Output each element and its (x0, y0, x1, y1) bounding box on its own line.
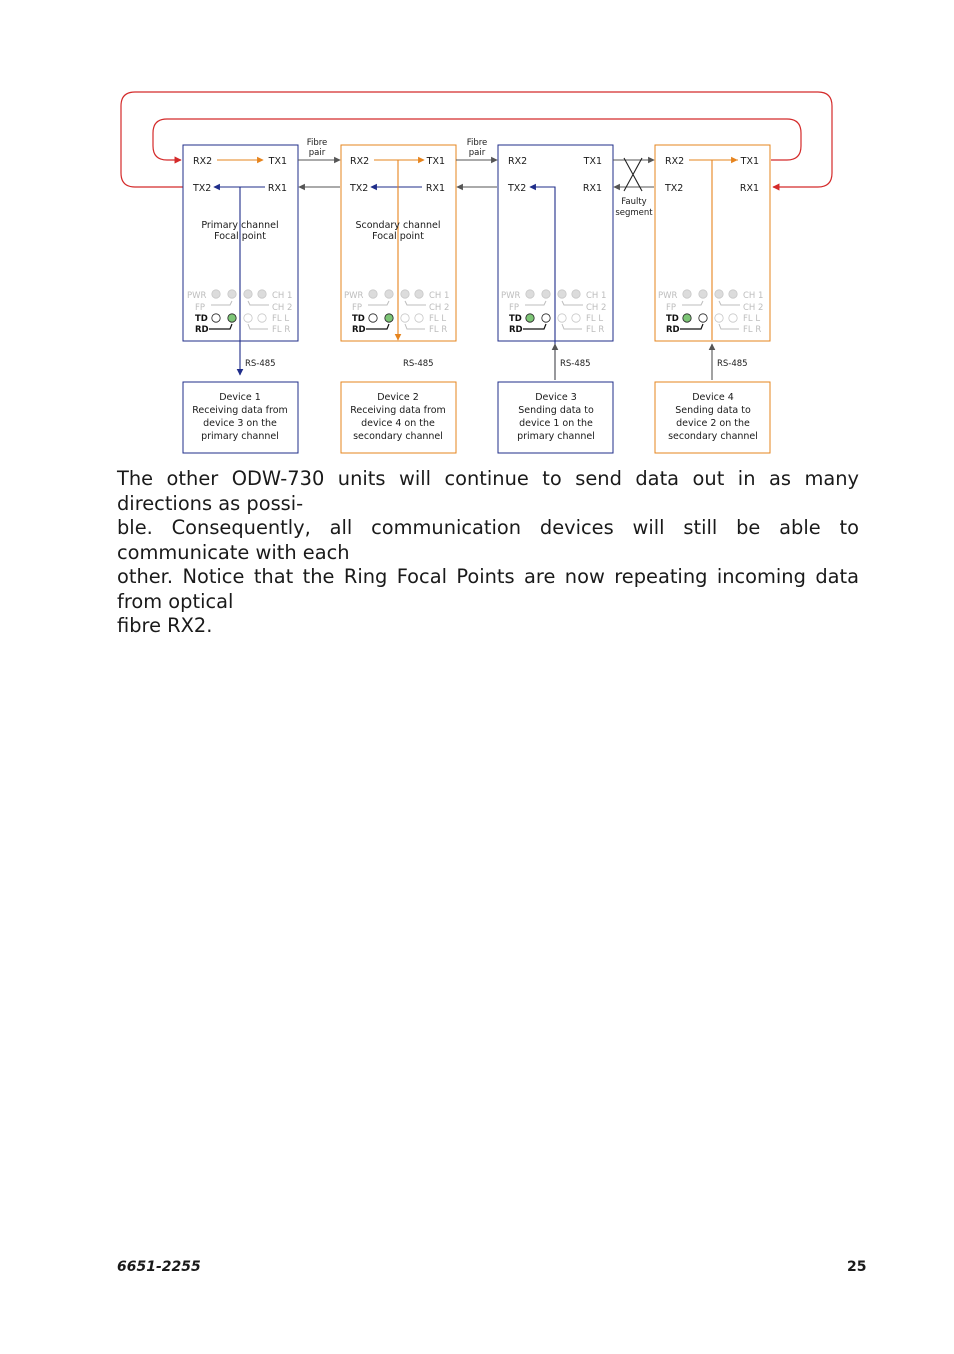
led-rd-bracket (209, 324, 232, 329)
led-a-indicator (699, 290, 707, 298)
unit-2-role-line-1: Scondary channel (355, 220, 441, 231)
led-fp-label: FP (352, 303, 363, 313)
led-flr-bracket (248, 324, 268, 329)
unit-1-tx1-label: TX1 (268, 156, 287, 167)
led-fll-a-indicator (401, 314, 409, 322)
led-fll-a-indicator (244, 314, 252, 322)
led-ch1-indicator (729, 290, 737, 298)
unit-4-rx2-label: RX2 (665, 156, 685, 167)
faulty-segment-label-line-2: segment (615, 208, 653, 218)
body-paragraph (117, 467, 859, 639)
device-3-label-line-3: device 1 on the (519, 418, 593, 429)
led-ch2-label: CH 2 (429, 303, 450, 313)
led-td2-indicator (385, 314, 393, 322)
led-ch2-bracket (405, 301, 426, 305)
led-ch1-label: CH 1 (586, 291, 607, 301)
unit-2-tx1-label: TX1 (426, 156, 445, 167)
device-2-label-line-1: Device 2 (377, 392, 419, 403)
unit-4-rx1-label: RX1 (739, 183, 759, 194)
unit-2-role-line-2: Focal point (372, 231, 424, 242)
footer-doc-number: 6651-2255 (117, 1259, 201, 1275)
unit-1-rx2-label: RX2 (193, 156, 213, 167)
led-ch1-label: CH 1 (272, 291, 293, 301)
led-fll-b-indicator (729, 314, 737, 322)
led-ch2-bracket (248, 301, 269, 305)
unit-2-rx1-label: RX1 (425, 183, 445, 194)
unit-3-rs485-label: RS-485 (560, 359, 591, 369)
device-1-label-line-4: primary channel (201, 431, 279, 442)
led-flr-label: FL R (429, 325, 448, 335)
led-rd-label: RD (195, 325, 209, 335)
device-1-label-line-2: Receiving data from (192, 405, 288, 416)
body-line: fibre RX2. (117, 614, 213, 637)
led-td-indicator (369, 314, 377, 322)
unit-3-rx2-label: RX2 (508, 156, 528, 167)
unit-4-rs485-label: RS-485 (717, 359, 748, 369)
led-pwr-label: PWR (344, 291, 364, 301)
fibre-pair-2-label-line-2: pair (468, 148, 486, 158)
led-td2-indicator (228, 314, 236, 322)
led-pwr-label: PWR (501, 291, 521, 301)
led-rd-label: RD (666, 325, 680, 335)
device-4-label-line-4: secondary channel (668, 431, 758, 442)
body-line: ble. Consequently, all communication devices will still be able to communicate with each (117, 516, 859, 564)
unit-1-rs485-label: RS-485 (245, 359, 276, 369)
led-td-label: TD (666, 314, 679, 324)
device-2-label-line-4: secondary channel (353, 431, 443, 442)
led-td2-indicator (699, 314, 707, 322)
led-pwr-label: PWR (658, 291, 678, 301)
device-1-label-line-3: device 3 on the (203, 418, 277, 429)
device-3-label-line-1: Device 3 (535, 392, 577, 403)
unit-4-tx1-label: TX1 (740, 156, 759, 167)
led-b-indicator (244, 290, 252, 298)
led-a-indicator (385, 290, 393, 298)
led-ch1-indicator (415, 290, 423, 298)
led-flr-label: FL R (743, 325, 762, 335)
led-ch2-bracket (562, 301, 583, 305)
unit-4-led-panel (658, 290, 763, 335)
led-ch2-bracket (719, 301, 740, 305)
led-ch2-label: CH 2 (586, 303, 607, 313)
faulty-segment-label-line-1: Faulty (621, 197, 647, 207)
led-td-label: TD (509, 314, 522, 324)
led-rd-label: RD (509, 325, 523, 335)
led-a-indicator (542, 290, 550, 298)
led-fll-label: FL L (429, 314, 447, 324)
led-flr-label: FL R (272, 325, 291, 335)
led-pwr-label: PWR (187, 291, 207, 301)
faulty-segment-cross-icon (624, 158, 642, 191)
device-1-label-line-1: Device 1 (219, 392, 261, 403)
unit-3-led-panel (501, 290, 606, 335)
unit-3-tx1-label: TX1 (583, 156, 602, 167)
led-ch2-label: CH 2 (743, 303, 764, 313)
led-fp-label: FP (195, 303, 206, 313)
led-b-indicator (558, 290, 566, 298)
unit-1-role-line-1: Primary channel (201, 220, 279, 231)
led-fp-bracket (682, 301, 703, 305)
led-fll-a-indicator (715, 314, 723, 322)
fibre-pair-2-label-line-1: Fibre (466, 138, 488, 148)
led-ch1-label: CH 1 (429, 291, 450, 301)
fibre-pair-1-label-line-2: pair (308, 148, 326, 158)
led-flr-label: FL R (586, 325, 605, 335)
led-rd-bracket (680, 324, 703, 329)
led-fll-b-indicator (572, 314, 580, 322)
unit-1-tx2-label: TX2 (193, 183, 212, 194)
footer-page-number: 25 (847, 1259, 867, 1275)
led-flr-bracket (405, 324, 425, 329)
led-fp-label: FP (666, 303, 677, 313)
led-fll-label: FL L (272, 314, 290, 324)
led-pwr-indicator (369, 290, 377, 298)
unit-2-led-panel (344, 290, 449, 335)
led-td2-indicator (542, 314, 550, 322)
fibre-pair-1-label-line-1: Fibre (306, 138, 328, 148)
led-fll-b-indicator (258, 314, 266, 322)
led-pwr-indicator (683, 290, 691, 298)
led-rd-label: RD (352, 325, 366, 335)
led-fp-bracket (525, 301, 546, 305)
led-b-indicator (715, 290, 723, 298)
device-2-label-line-3: device 4 on the (361, 418, 435, 429)
unit-4-tx2-label: TX2 (665, 183, 684, 194)
led-fll-label: FL L (743, 314, 761, 324)
device-4-label-line-1: Device 4 (692, 392, 734, 403)
led-fll-b-indicator (415, 314, 423, 322)
led-ch2-label: CH 2 (272, 303, 293, 313)
led-td-label: TD (352, 314, 365, 324)
led-ch1-indicator (572, 290, 580, 298)
device-4-label-line-2: Sending data to (675, 405, 751, 416)
unit-4-send-path (712, 160, 738, 340)
unit-3-send-path (530, 187, 555, 380)
ring-topology-diagram (0, 0, 954, 470)
device-3-label-line-4: primary channel (517, 431, 595, 442)
unit-2-tx2-label: TX2 (350, 183, 369, 194)
led-fp-bracket (368, 301, 389, 305)
led-td-label: TD (195, 314, 208, 324)
device-3-label-line-2: Sending data to (518, 405, 594, 416)
led-fp-label: FP (509, 303, 520, 313)
unit-1-role-line-2: Focal point (214, 231, 266, 242)
led-fll-label: FL L (586, 314, 604, 324)
unit-1-rx1-label: RX1 (267, 183, 287, 194)
body-line: The other ODW-730 units will continue to send data out in as many directions as possi- (117, 467, 859, 515)
led-fll-a-indicator (558, 314, 566, 322)
unit-3-tx2-label: TX2 (508, 183, 527, 194)
led-pwr-indicator (526, 290, 534, 298)
led-td-indicator (526, 314, 534, 322)
led-ch1-indicator (258, 290, 266, 298)
led-td-indicator (683, 314, 691, 322)
led-flr-bracket (719, 324, 739, 329)
unit-3-rx1-label: RX1 (582, 183, 602, 194)
device-4-label-line-3: device 2 on the (676, 418, 750, 429)
led-a-indicator (228, 290, 236, 298)
unit-2-rs485-label: RS-485 (403, 359, 434, 369)
unit-2-rx2-label: RX2 (350, 156, 370, 167)
led-flr-bracket (562, 324, 582, 329)
led-rd-bracket (523, 324, 546, 329)
led-pwr-indicator (212, 290, 220, 298)
led-fp-bracket (211, 301, 232, 305)
device-2-label-line-2: Receiving data from (350, 405, 446, 416)
body-line: other. Notice that the Ring Focal Points are now repeating incoming data from optical (117, 565, 859, 613)
led-b-indicator (401, 290, 409, 298)
led-td-indicator (212, 314, 220, 322)
led-rd-bracket (366, 324, 389, 329)
led-ch1-label: CH 1 (743, 291, 764, 301)
